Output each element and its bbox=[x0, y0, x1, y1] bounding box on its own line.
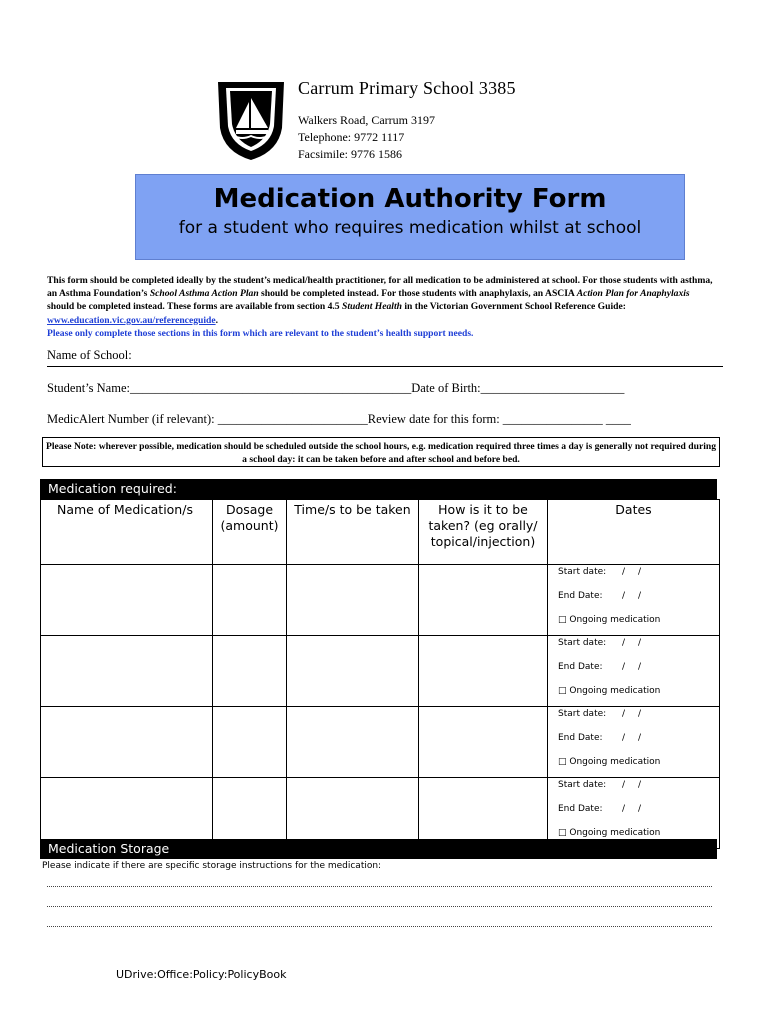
col-name-header: Name of Medication/s bbox=[41, 500, 213, 565]
school-name-field-label: Name of School: bbox=[47, 348, 132, 362]
dosage-cell[interactable] bbox=[213, 778, 287, 849]
student-name-dob-field[interactable]: Student’s Name:_____________________________________________Date of Birth:_______________________ bbox=[47, 381, 625, 395]
date-slash: / bbox=[622, 709, 626, 719]
date-slash: / bbox=[622, 780, 626, 790]
intro-text: in the Victorian Government School Reference Guide: bbox=[401, 301, 626, 313]
end-date-label: End Date: bbox=[558, 591, 603, 601]
school-address: Walkers Road, Carrum 3197 bbox=[298, 113, 436, 127]
date-slash: / bbox=[638, 567, 642, 577]
table-header-row bbox=[41, 500, 720, 565]
storage-line[interactable] bbox=[47, 906, 712, 907]
storage-line[interactable] bbox=[47, 926, 712, 927]
storage-line[interactable] bbox=[47, 886, 712, 887]
intro-text: This form should be completed ideally by the student’s medical/health practitioner, for all medication to be administered at school. For those students with asthma, an Asthma Foundation’s bbox=[47, 275, 713, 300]
col-dosage-header: Dosage (amount) bbox=[213, 500, 287, 565]
end-date-label: End Date: bbox=[558, 733, 603, 743]
ongoing-checkbox[interactable]: □ Ongoing medication bbox=[558, 686, 661, 696]
school-name-field[interactable] bbox=[47, 366, 723, 367]
end-date-label: End Date: bbox=[558, 804, 603, 814]
school-name: Carrum Primary School 3385 bbox=[298, 78, 516, 98]
storage-section-header: Medication Storage bbox=[40, 839, 717, 859]
date-slash: / bbox=[638, 780, 642, 790]
relevance-note: Please only complete those sections in this form which are relevant to the student’s health support needs. bbox=[47, 327, 474, 339]
intro-paragraph bbox=[47, 274, 719, 340]
form-subtitle: for a student who requires medication whilst at school bbox=[178, 218, 642, 238]
intro-text: should be completed instead. These forms are available from section 4.5 bbox=[47, 301, 342, 313]
footer-path: UDrive:Office:Policy:PolicyBook bbox=[116, 968, 287, 981]
dates-cell[interactable] bbox=[548, 778, 720, 849]
date-slash: / bbox=[622, 591, 626, 601]
ongoing-checkbox[interactable]: □ Ongoing medication bbox=[558, 828, 661, 838]
ongoing-checkbox[interactable]: □ Ongoing medication bbox=[558, 757, 661, 767]
how-taken-cell[interactable] bbox=[419, 636, 548, 707]
table-row bbox=[41, 636, 720, 707]
dosage-cell[interactable] bbox=[213, 636, 287, 707]
date-slash: / bbox=[622, 567, 626, 577]
ongoing-checkbox[interactable]: □ Ongoing medication bbox=[558, 615, 661, 625]
col-dates-header: Dates bbox=[548, 500, 720, 565]
dates-cell[interactable] bbox=[548, 565, 720, 636]
date-slash: / bbox=[638, 804, 642, 814]
start-date-label: Start date: bbox=[558, 638, 607, 648]
times-cell[interactable] bbox=[287, 636, 419, 707]
times-cell[interactable] bbox=[287, 565, 419, 636]
dates-cell[interactable] bbox=[548, 636, 720, 707]
please-note-box: Please Note: wherever possible, medication should be scheduled outside the school hours, e.g. medication required three times a day is generally not required during a school day: it can be taken before and after school and before bed. bbox=[42, 437, 720, 467]
table-row bbox=[41, 565, 720, 636]
table-row bbox=[41, 707, 720, 778]
intro-italic: Student Health bbox=[342, 301, 402, 313]
date-slash: / bbox=[638, 662, 642, 672]
school-crest-logo bbox=[216, 78, 286, 162]
date-slash: / bbox=[638, 591, 642, 601]
start-date-label: Start date: bbox=[558, 709, 607, 719]
intro-text: should be completed instead. For those students with anaphylaxis, an ASCIA bbox=[258, 288, 577, 300]
medication-name-cell[interactable] bbox=[41, 707, 213, 778]
dosage-cell[interactable] bbox=[213, 707, 287, 778]
how-taken-cell[interactable] bbox=[419, 565, 548, 636]
school-facsimile: Facsimile: 9776 1586 bbox=[298, 147, 402, 161]
medication-name-cell[interactable] bbox=[41, 565, 213, 636]
school-telephone: Telephone: 9772 1117 bbox=[298, 130, 405, 144]
intro-italic: School Asthma Action Plan bbox=[149, 288, 259, 300]
date-slash: / bbox=[638, 638, 642, 648]
medication-section-header: Medication required: bbox=[40, 479, 717, 499]
date-slash: / bbox=[622, 638, 626, 648]
dates-cell[interactable] bbox=[548, 707, 720, 778]
date-slash: / bbox=[622, 662, 626, 672]
medication-name-cell[interactable] bbox=[41, 636, 213, 707]
date-slash: / bbox=[638, 709, 642, 719]
table-row bbox=[41, 778, 720, 849]
date-slash: / bbox=[638, 733, 642, 743]
medicalert-review-field[interactable]: MedicAlert Number (if relevant): ________________________Review date for this form: ________________ ____ bbox=[47, 412, 631, 426]
storage-instructions-hint: Please indicate if there are specific storage instructions for the medication: bbox=[42, 861, 382, 871]
how-taken-cell[interactable] bbox=[419, 707, 548, 778]
date-slash: / bbox=[622, 804, 626, 814]
col-how-header: How is it to be taken? (eg orally/ topical/injection) bbox=[419, 500, 548, 565]
col-times-header: Time/s to be taken bbox=[287, 500, 419, 565]
medication-table bbox=[40, 499, 720, 849]
start-date-label: Start date: bbox=[558, 567, 607, 577]
times-cell[interactable] bbox=[287, 707, 419, 778]
title-box bbox=[135, 174, 685, 260]
form-title: Medication Authority Form bbox=[213, 184, 607, 214]
date-slash: / bbox=[622, 733, 626, 743]
times-cell[interactable] bbox=[287, 778, 419, 849]
medication-name-cell[interactable] bbox=[41, 778, 213, 849]
intro-italic: Action Plan for Anaphylaxis bbox=[576, 288, 690, 300]
how-taken-cell[interactable] bbox=[419, 778, 548, 849]
intro-text: . bbox=[215, 314, 218, 326]
end-date-label: End Date: bbox=[558, 662, 603, 672]
dosage-cell[interactable] bbox=[213, 565, 287, 636]
reference-guide-link[interactable]: www.education.vic.gov.au/referenceguide bbox=[47, 314, 216, 326]
start-date-label: Start date: bbox=[558, 780, 607, 790]
